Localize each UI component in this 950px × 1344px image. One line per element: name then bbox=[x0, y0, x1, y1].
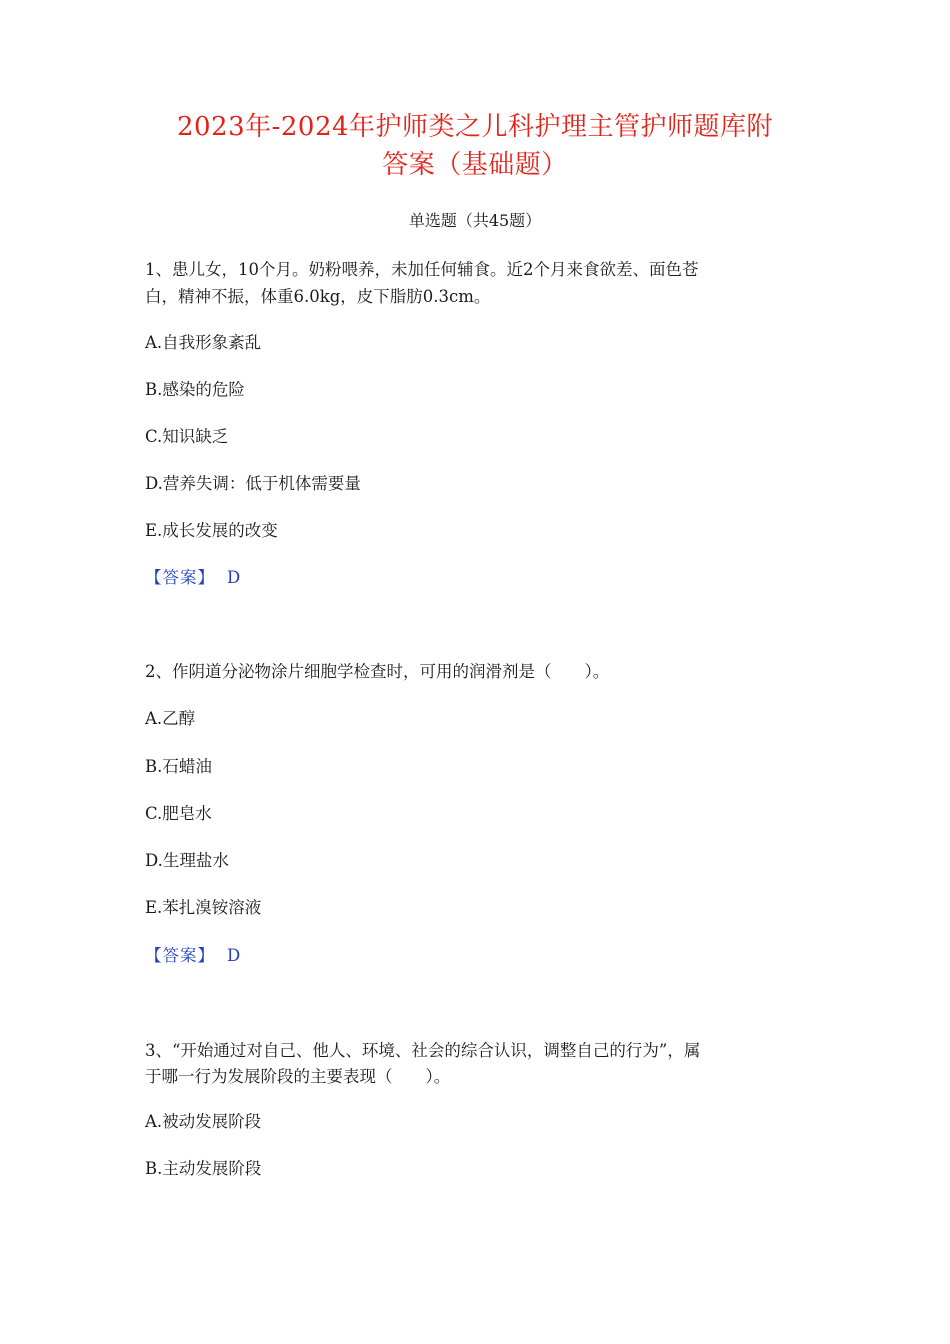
question-1-option-e: E.成长发展的改变 bbox=[145, 521, 278, 540]
question-1-option-a: A.自我形象紊乱 bbox=[145, 333, 262, 352]
question-2-option-e: E.苯扎溴铵溶液 bbox=[145, 898, 262, 917]
question-2-option-b: B.石蜡油 bbox=[145, 757, 212, 776]
question-1-option-d: D.营养失调：低于机体需要量 bbox=[145, 474, 361, 493]
document-title bbox=[100, 108, 850, 184]
question-3-stem-line-1: 3、“开始通过对自己、他人、环境、社会的综合认识，调整自己的行为”，属 bbox=[145, 1041, 701, 1060]
question-2-option-c: C.肥皂水 bbox=[145, 804, 212, 823]
question-1-option-c: C.知识缺乏 bbox=[145, 427, 229, 446]
section-heading: 单选题（共45题） bbox=[408, 211, 542, 230]
question-3-option-a: A.被动发展阶段 bbox=[145, 1112, 262, 1131]
question-1-stem-line-2: 白，精神不振，体重6.0kg，皮下脂肪0.3cm。 bbox=[145, 287, 491, 306]
question-1-stem-line-1: 1、患儿女，10个月。奶粉喂养，未加任何辅食。近2个月来食欲差、面色苍 bbox=[145, 260, 699, 279]
title-line-2: 答案（基础题） bbox=[382, 150, 568, 180]
answer-label: 【答案】 bbox=[145, 946, 215, 965]
question-2-option-a: A.乙醇 bbox=[145, 709, 196, 728]
question-1-option-b: B.感染的危险 bbox=[145, 380, 245, 399]
question-2-option-d: D.生理盐水 bbox=[145, 851, 229, 870]
question-2-answer bbox=[145, 943, 815, 969]
question-1-answer bbox=[145, 565, 815, 591]
question-3-stem-line-2: 于哪一行为发展阶段的主要表现（ ）。 bbox=[145, 1067, 451, 1086]
answer-value: D bbox=[227, 568, 241, 587]
answer-value: D bbox=[227, 946, 241, 965]
answer-label: 【答案】 bbox=[145, 568, 215, 587]
question-2-stem-line-1: 2、作阴道分泌物涂片细胞学检查时，可用的润滑剂是（ ）。 bbox=[145, 662, 610, 681]
question-3-option-b: B.主动发展阶段 bbox=[145, 1159, 262, 1178]
title-line-1: 2023年-2024年护师类之儿科护理主管护师题库附 bbox=[176, 112, 774, 142]
